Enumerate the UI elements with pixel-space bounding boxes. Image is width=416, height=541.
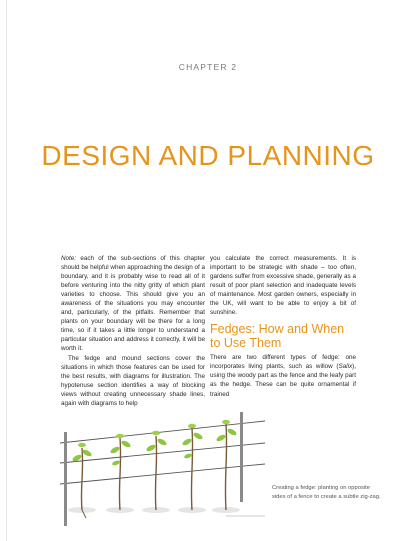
right-paragraph-2b: ), using the woody part as the fence and the leafy part as the hedge. These can be quite ornamental if trained [210,363,356,398]
page-edge [6,0,7,541]
plant-1 [71,443,92,518]
plant-5 [215,420,237,510]
right-column [210,254,356,399]
right-paragraph-2 [210,353,356,398]
salix-italic: Salix [338,363,353,371]
left-column [61,254,205,408]
fedge-illustration [60,398,265,536]
ground-shadows [68,507,240,513]
plant-2 [109,434,131,510]
figure-caption: Creating a fedge: planting on opposite sides of a fence to create a subtle zig-zag. [272,485,381,500]
plant-4 [181,424,203,510]
chapter-label: CHAPTER 2 [178,62,238,72]
section-heading: Fedges: How and When to Use Them [210,322,345,351]
left-paragraph-2: The fedge and mound sections cover the situations in which those features can be used for the best results, with diagrams for illustration. The hypotenuse section identifies a way of blocking views without creating unnecessary shade lines, again with diagrams to help [61,354,205,407]
right-paragraph-1: you calculate the correct measurements. It is important to be strategic with shade – too often, gardens suffer from excessive shade, generally as a result of poor plant selection and inadequate levels of maintenance. Most garden owners, especially in the UK, will want to be able to enjoy a bit of sunshine. [210,255,356,317]
left-paragraph-1-text: each of the sub-sections of this chapter should be helpful when approaching the design of a boundary, and it is probably wise to read all of it before venturing into the nitty gritty of which plant varieties to choose. This should give you an awareness of the situations you may encounter and, particularly, of the pitfalls. Remember that plants on your boundary will be there for a long time, so if it takes a little longer to understand a particular situation and address it correctly, it will be worth it. [61,255,205,353]
page-title: DESIGN AND PLANNING [41,140,375,171]
plant-3 [145,431,167,510]
note-label: Note: [61,255,77,262]
fence-wires [60,421,265,484]
right-paragraph-2a: There are two different types of fedge: one incorporates living plants, such as willow ( [210,354,356,371]
left-paragraph-1 [61,254,205,354]
